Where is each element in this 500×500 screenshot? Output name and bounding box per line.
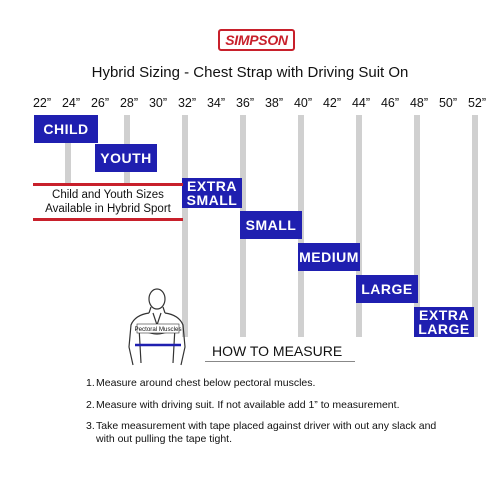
how-to-measure-underline — [205, 361, 355, 362]
size-label-24: 24” — [61, 96, 81, 110]
driver-figure-icon — [125, 285, 205, 367]
page-title: Hybrid Sizing - Chest Strap with Driving Suit On — [91, 64, 409, 81]
pectoral-muscles-label: Pectoral Muscles — [134, 326, 182, 333]
size-label-36: 36” — [235, 96, 255, 110]
gridline — [414, 115, 420, 337]
instruction-item — [86, 399, 446, 412]
size-label-28: 28” — [119, 96, 139, 110]
extra-large-label-line2: LARGE — [418, 321, 470, 337]
instruction-item — [86, 420, 446, 445]
size-label-46: 46” — [380, 96, 400, 110]
instruction-item — [86, 377, 446, 390]
child-label: CHILD — [43, 121, 89, 137]
instruction-text: Take measurement with tape placed against driver with out any slack and with out pulling the tape tight. — [96, 420, 437, 445]
logo-text: SIMPSON — [225, 32, 288, 48]
measurement-instructions — [86, 377, 446, 454]
note-bottom-rule — [33, 218, 183, 221]
size-label-38: 38” — [264, 96, 284, 110]
child-size-bar — [34, 115, 98, 143]
medium-size-bar — [298, 243, 360, 271]
small-label: SMALL — [245, 217, 297, 233]
small-size-bar — [240, 211, 302, 239]
extra-small-label-line1: EXTRA — [187, 178, 237, 194]
extra-small-label-line2: SMALL — [186, 192, 238, 208]
size-label-44: 44” — [351, 96, 371, 110]
large-size-bar — [356, 275, 418, 303]
note-top-rule — [33, 183, 183, 186]
size-label-26: 26” — [90, 96, 110, 110]
gridline — [356, 115, 362, 337]
instruction-text: Measure around chest below pectoral muscles. — [96, 377, 316, 389]
note-line-1: Child and Youth Sizes — [52, 189, 164, 201]
size-label-50: 50” — [438, 96, 458, 110]
driver-figure-illustration — [125, 285, 205, 367]
how-to-measure-heading: HOW TO MEASURE — [212, 343, 343, 359]
instruction-number: 2. — [86, 398, 95, 411]
size-label-42: 42” — [322, 96, 342, 110]
size-label-40: 40” — [293, 96, 313, 110]
note-line-2: Available in Hybrid Sport — [45, 203, 171, 215]
size-label-48: 48” — [409, 96, 429, 110]
instruction-number: 1. — [86, 377, 95, 389]
medium-label: MEDIUM — [299, 249, 359, 265]
size-label-30: 30” — [148, 96, 168, 110]
large-label: LARGE — [361, 281, 413, 297]
instruction-number: 3. — [86, 420, 95, 432]
simpson-logo — [218, 29, 295, 51]
size-label-22: 22” — [32, 96, 52, 110]
size-label-52: 52” — [467, 96, 487, 110]
instruction-text: Measure with driving suit. If not available add 1” to measurement. — [96, 398, 400, 411]
size-label-32: 32” — [177, 96, 197, 110]
extra-large-label-line1: EXTRA — [419, 307, 469, 323]
youth-label: YOUTH — [100, 150, 152, 166]
youth-size-bar — [95, 144, 157, 172]
extra-large-size-bar — [414, 307, 474, 337]
gridline — [472, 115, 478, 337]
extra-small-size-bar — [182, 178, 242, 208]
child-youth-note — [33, 188, 183, 216]
size-label-34: 34” — [206, 96, 226, 110]
